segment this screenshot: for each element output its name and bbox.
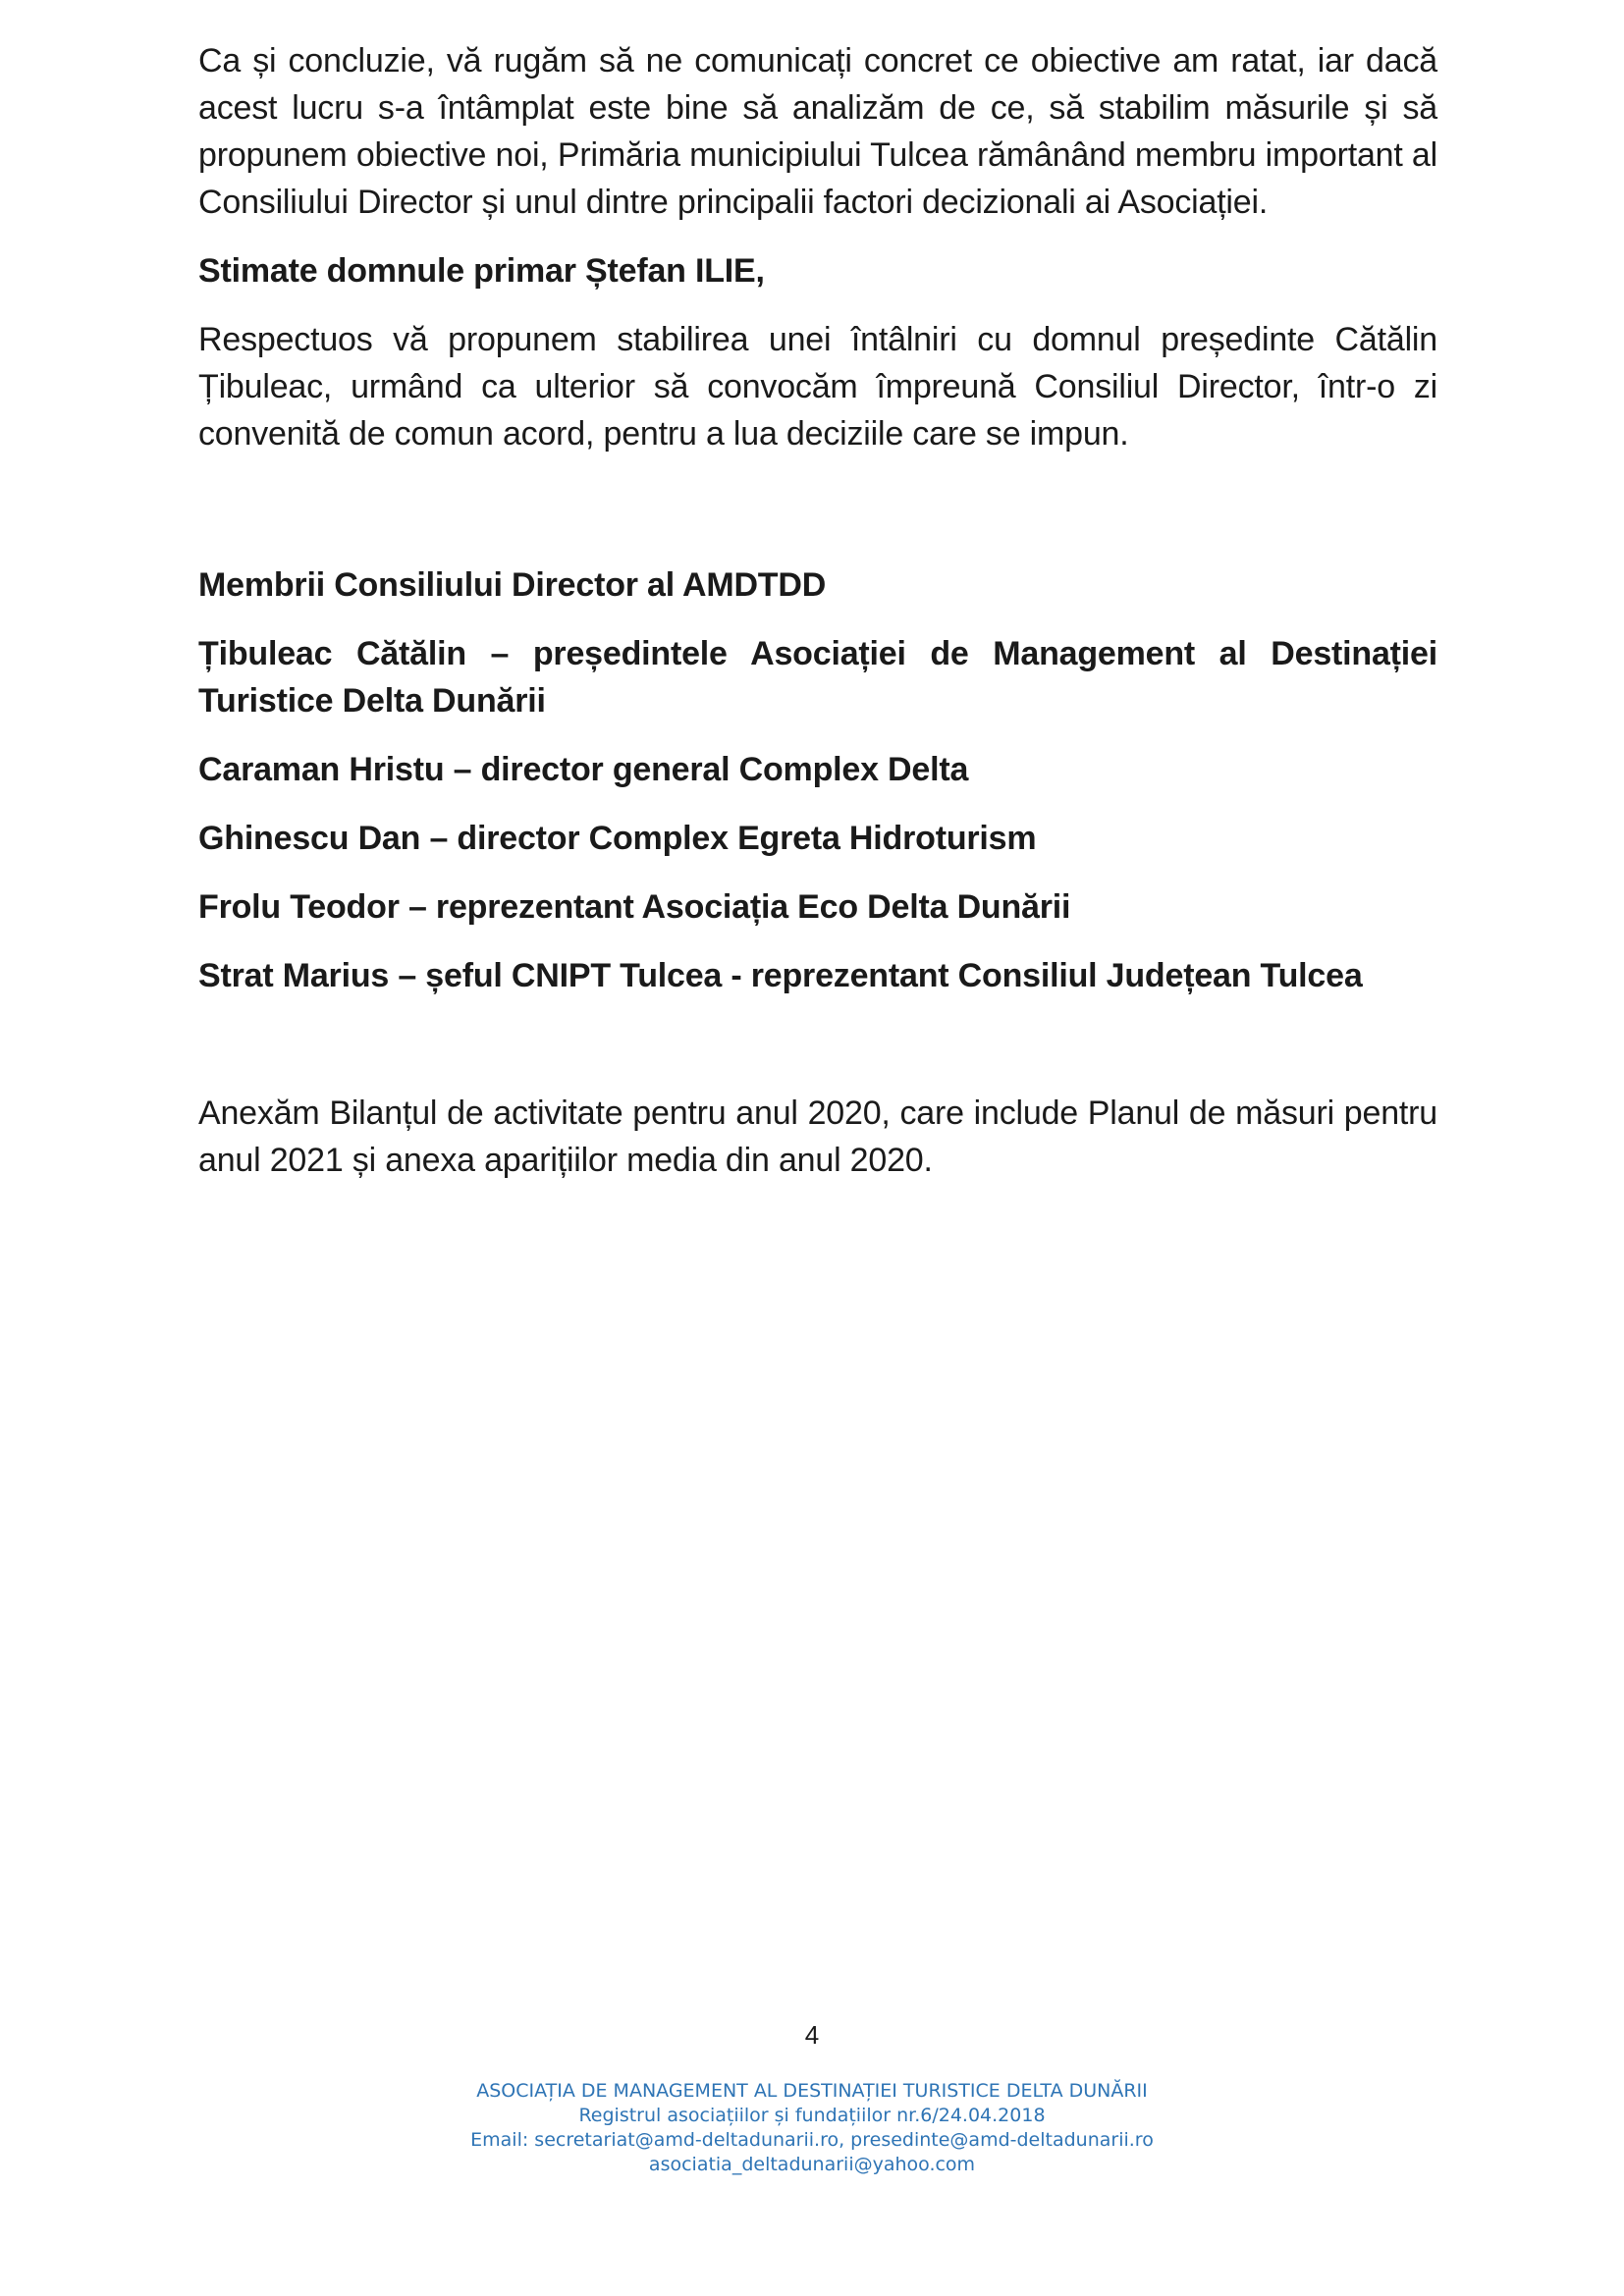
member-item: Caraman Hristu – director general Complex Delta: [198, 751, 969, 788]
footer-organization: ASOCIAȚIA DE MANAGEMENT AL DESTINAȚIEI TURISTICE DELTA DUNĂRII: [476, 2080, 1148, 2102]
footer-registry: Registrul asociațiilor și fundațiilor nr.6/24.04.2018: [578, 2105, 1046, 2126]
paragraph-proposal: Respectuos vă propunem stabilirea unei întâlniri cu domnul președinte Cătălin Țibuleac, urmând ca ulterior să convocăm împreună Consiliul Director, într-o zi convenită de comun acord, pentru a lua deciziile care se impun.: [198, 321, 1437, 453]
document-body: [198, 37, 1437, 1184]
footer-email-yahoo: asociatia_deltadunarii@yahoo.com: [648, 2154, 976, 2175]
footer-emails: Email: secretariat@amd-deltadunarii.ro, presedinte@amd-deltadunarii.ro: [470, 2129, 1154, 2151]
greeting: Stimate domnule primar Ștefan ILIE,: [198, 252, 765, 290]
member-item: Ghinescu Dan – director Complex Egreta Hidroturism: [198, 820, 1037, 857]
footer: [0, 2079, 1624, 2177]
page-number: 4: [804, 2020, 820, 2050]
members-title: Membrii Consiliului Director al AMDTDD: [198, 566, 827, 604]
paragraph-conclusion: Ca și concluzie, vă rugăm să ne comunicați concret ce obiective am ratat, iar dacă acest lucru s-a întâmplat este bine să analizăm de ce, să stabilim măsurile și să propunem obiective noi, Primăria municipiului Tulcea rămânând membru important al Consiliului Director și unul dintre principalii factori decizionali ai Asociației.: [198, 42, 1437, 221]
member-item: Frolu Teodor – reprezentant Asociația Eco Delta Dunării: [198, 888, 1071, 926]
member-item: Țibuleac Cătălin – președintele Asociației de Management al Destinației Turistice Delta Dunării: [198, 635, 1437, 720]
paragraph-annex: Anexăm Bilanțul de activitate pentru anul 2020, care include Planul de măsuri pentru anul 2021 și anexa aparițiilor media din anul 2020.: [198, 1095, 1437, 1179]
member-item: Strat Marius – șeful CNIPT Tulcea - reprezentant Consiliul Județean Tulcea: [198, 957, 1363, 994]
